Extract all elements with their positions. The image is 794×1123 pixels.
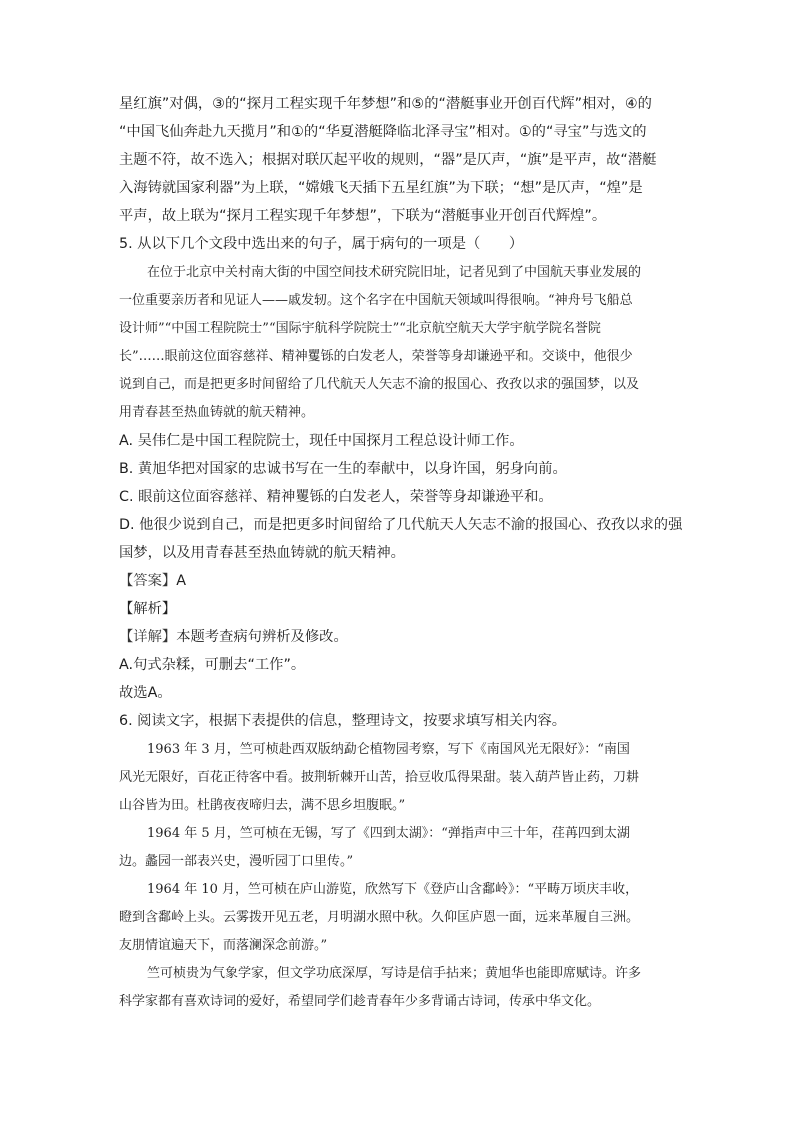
passage-line: 一位重要亲历者和见证人——戚发轫。这个名字在中国航天领域叫得很响。“神舟号飞船总 xyxy=(119,293,633,308)
question-6-stem: 6. 阅读文字，根据下表提供的信息，整理诗文，按要求填写相关内容。 xyxy=(119,713,567,729)
question-5-passage xyxy=(119,259,679,427)
question-6-passage xyxy=(119,736,679,1016)
document-body xyxy=(119,90,683,1016)
explanation: A.句式杂糅，可删去“工作”。 xyxy=(119,657,306,673)
answer-label: 【答案】 xyxy=(119,573,177,589)
question-6 xyxy=(119,707,679,1016)
passage-line: 设计师”“中国工程院院士”“国际宇航科学院院士”“北京航空航天大学宇航学院名誉院 xyxy=(119,321,601,336)
analysis-label: 【解析】 xyxy=(119,601,177,617)
passage-line: 说到自己，而是把更多时间留给了几代航天人矢志不渝的报国心、孜孜以求的强国梦，以及 xyxy=(119,377,640,392)
passage-line: 长”……眼前这位面容慈祥、精神矍铄的白发老人，荣誉等身却谦逊平和。交谈中，他很少 xyxy=(119,349,633,364)
passage-line: 1963 年 3 月，竺可桢赴西双版纳勐仑植物园考察，写下《南国风光无限好》：“南国 xyxy=(147,742,630,757)
passage-line: 科学家都有喜欢诗词的爱好，希望同学们趁青春年少多背诵古诗词，传承中华文化。 xyxy=(119,994,601,1009)
passage-line: 友朋情谊遍天下，而落澜深念前游。” xyxy=(119,938,328,953)
option-d-continued: 国梦，以及用青春甚至热血铸就的航天精神。 xyxy=(119,545,405,561)
conclusion: 故选A。 xyxy=(119,685,172,701)
question-5-stem: 5. 从以下几个文段中选出来的句子，属于病句的一项是（ ） xyxy=(119,236,524,252)
passage-line: 1964 年 10 月，竺可桢在庐山游览，欣然写下《登庐山含鄱岭》：“平畴万顷庆丰收， xyxy=(147,882,639,897)
previous-analysis xyxy=(119,90,679,230)
passage-line: 风光无限好，百花正待客中看。披荆斩棘开山苦，拾豆收瓜得果甜。装入葫芦皆止药，刀耕 xyxy=(119,770,640,785)
option-c: C. 眼前这位面容慈祥、精神矍铄的白发老人，荣誉等身却谦逊平和。 xyxy=(119,489,553,505)
analysis-line: 平声，故上联为“探月工程实现千年梦想”，下联为“潜艇事业开创百代辉煌”。 xyxy=(119,208,607,224)
question-5 xyxy=(119,230,683,707)
option-d: D. 他很少说到自己，而是把更多时间留给了几代航天人矢志不渝的报国心、孜孜以求的强 xyxy=(119,517,683,533)
passage-line: 1964 年 5 月，竺可桢在无锡，写了《四到太湖》：“弹指声中三十年，荏苒四到太湖 xyxy=(147,826,630,841)
analysis-line: “中国飞仙奔赴九天揽月”和①的“华夏潜艇降临北泽寻宝”相对。①的“寻宝”与选文的 xyxy=(119,124,647,140)
answer-value: A xyxy=(176,573,186,589)
passage-line: 竺可桢贵为气象学家，但文学功底深厚，写诗是信手拈来；黄旭华也能即席赋诗。许多 xyxy=(147,966,642,981)
detail-label: 【详解】 xyxy=(119,629,177,645)
analysis-line: 主题不符，故不选入；根据对联仄起平收的规则，“器”是仄声，“旗”是平声，故“潜艇 xyxy=(119,152,657,168)
passage-line: 在位于北京中关村南大街的中国空间技术研究院旧址，记者见到了中国航天事业发展的 xyxy=(147,265,642,280)
detail-text: 本题考查病句辨析及修改。 xyxy=(176,629,348,645)
option-a: A. 吴伟仁是中国工程院院士，现任中国探月工程总设计师工作。 xyxy=(119,433,524,449)
analysis-line: 星红旗”对偶，③的“探月工程实现千年梦想”和⑤的“潜艇事业开创百代辉”相对，④的 xyxy=(119,96,652,112)
passage-line: 瞪到含鄱岭上头。云雾拨开见五老，月明湖水照中秋。久仰匡庐恩一面，远来革履自三洲。 xyxy=(119,910,640,925)
option-b: B. 黄旭华把对国家的忠诚书写在一生的奉献中，以身许国，躬身向前。 xyxy=(119,461,567,477)
passage-line: 山谷皆为田。杜鹃夜夜啼归去，满不思乡坦腹眠。” xyxy=(119,798,406,813)
analysis-line: 入海铸就国家利器”为上联，“嫦娥飞天插下五星红旗”为下联；“想”是仄声，“煌”是 xyxy=(119,180,643,196)
passage-line: 边。蠡园一部表兴史，漫听园丁口里传。” xyxy=(119,854,354,869)
answer-line xyxy=(119,567,679,595)
passage-line: 用青春甚至热血铸就的航天精神。 xyxy=(119,405,315,420)
detail-line xyxy=(119,623,679,651)
